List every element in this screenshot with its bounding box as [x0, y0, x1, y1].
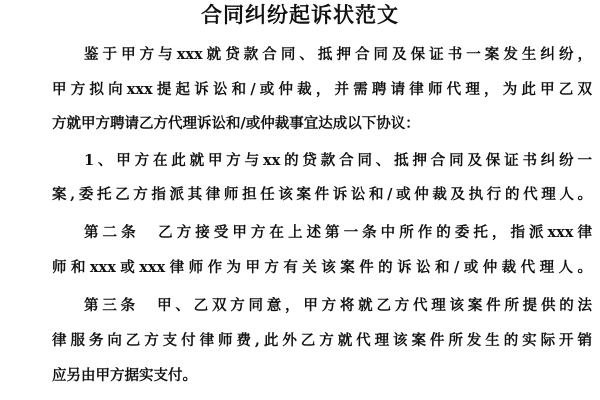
paragraph-1-line-2: 甲方拟向xxx提起诉讼和/或仲裁，并需聘请律师代理，为此甲乙双 — [52, 81, 592, 98]
paragraph-4-line-1: 第三条 甲、乙双方同意，甲方将就乙方代理该案件所提供的法 — [84, 297, 592, 314]
paragraph-3-line-2: 师和xxx或xxx律师作为甲方有关该案件的诉讼和/或仲裁代理人。 — [52, 259, 592, 276]
paragraph-2-line-2: 案,委托乙方指派其律师担任该案件诉讼和/或仲裁及执行的代理人。 — [52, 186, 592, 203]
document-title: 合同纠纷起诉状范文 — [201, 2, 399, 27]
paragraph-1-line-1: 鉴于甲方与xxx就贷款合同、抵押合同及保证书一案发生纠纷， — [84, 46, 592, 63]
paragraph-1-line-3: 方就甲方聘请乙方代理诉讼和/或仲裁事宜达成以下协议： — [52, 115, 420, 132]
paragraph-3-line-1: 第二条 乙方接受甲方在上述第一条中所作的委托，指派xxx律 — [84, 224, 592, 241]
paragraph-2-line-1: 1、甲方在此就甲方与xx的贷款合同、抵押合同及保证书纠纷一 — [84, 152, 592, 169]
paragraph-4-line-2: 律服务向乙方支付律师费,此外乙方就代理该案件所发生的实际开销 — [52, 332, 592, 349]
paragraph-4-line-3: 应另由甲方据实支付。 — [52, 367, 197, 384]
